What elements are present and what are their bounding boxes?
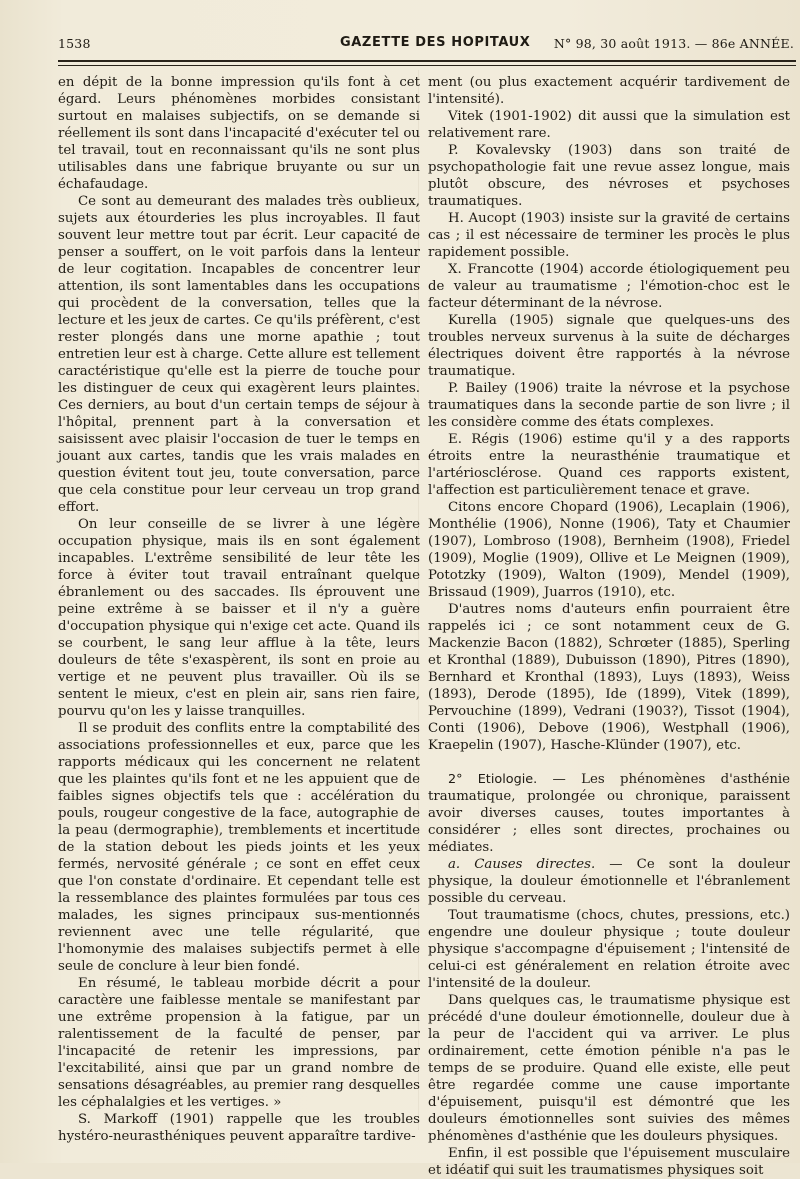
page-number: 1538 (58, 36, 91, 51)
page-header (58, 34, 794, 56)
paragraph: S. Markoff (1901) rappelle que les troubles hystéro-neurasthéniques peuvent apparaître tardive- (58, 1112, 420, 1144)
paragraph: Ce sont au demeurant des malades très oublieux, sujets aux étourderies les plus incroyables. Il faut souvent leur mettre tout par écrit. Leur capacité de penser a souffert, on le voit parfois dans la lenteur de leur cogitation. Incapables de concentrer leur attention, ils sont lamentables dans les occupations qui procèdent de la conversation, telles que la lecture et les jeux de cartes. Ce qu'ils préfèrent, c'est rester plongés dans une morne apathie ; tout entretien leur est à charge. Cette allure est tellement caractéristique qu'elle est la pierre de touche pour les distinguer de ceux qui exagèrent leurs plaintes. Ces derniers, au bout d'un certain temps de séjour à l'hôpital, prennent part à la conversation et saisissent avec plaisir l'occasion de tuer le temps en jouant aux cartes, tandis que les vrais malades en question évitent tout jeu, toute conversation, parce que cela constitue pour leur cerveau un trop grand effort. (58, 194, 420, 515)
paragraph: Il se produit des conflits entre la comptabilité des associations professionnelles et eux, parce que les rapports médicaux qui les concernent ne relatent que les plaintes qu'ils font et ne les appuient que de faibles signes objectifs tels que : accélération du pouls, rougeur congestive de la face, autographie de la peau (dermographie), tremblements et incertitude de la station debout les pieds joints et les yeux fermés, nervosité générale ; ce sont en effet ceux que l'on constate d'ordinaire. Et cependant telle est la ressemblance des plaintes formulées par tous ces malades, les signes principaux sus-mentionnés reviennent avec une telle régularité, que l'homonymie des malaises subjectifs permet à elle seule de conclure à leur bien fondé. (58, 721, 420, 974)
subsection-paragraph (428, 856, 790, 907)
paragraph: P. Bailey (1906) traite la névrose et la psychose traumatiques dans la seconde partie de son livre ; il les considère comme des états complexes. (428, 381, 790, 430)
paragraph: X. Francotte (1904) accorde étiologiquement peu de valeur au traumatisme ; l'émotion-choc est le facteur déterminant de la névrose. (428, 262, 790, 311)
subsection-label: a. Causes directes. (448, 857, 596, 872)
right-column (428, 74, 790, 1179)
paragraph: en dépit de la bonne impression qu'ils font à cet égard. Leurs phénomènes morbides consistant surtout en malaises subjectifs, on se demande si réellement ils sont dans l'incapacité d'exécuter tel ou tel travail, tout en reconnaissant qu'ils ne sont plus utilisables dans une fabrique bruyante ou sur un échafaudage. (58, 75, 420, 192)
paragraph: Kurella (1905) signale que quelques-uns des troubles nerveux survenus à la suite de décharges électriques doivent être rapportés à la névrose traumatique. (428, 313, 790, 379)
paragraph: On leur conseille de se livrer à une légère occupation physique, mais ils en sont également incapables. L'extrême sensibilité de leur tête les force à éviter tout travail entraînant quelque ébranlement ou des saccades. Ils éprouvent une peine extrême à se baisser et il n'y a guère d'occupation physique qui n'exige cet acte. Quand ils se courbent, le sang leur afflue à la tête, leurs douleurs de tête s'exaspèrent, ils sont en proie au vertige et ne peuvent plus travailler. Où ils se sentent le mieux, c'est en plein air, sans rien faire, pourvu qu'on les y laisse tranquilles. (58, 517, 420, 719)
paragraph: D'autres noms d'auteurs enfin pourraient être rappelés ici ; ce sont notamment ceux de G. Mackenzie Bacon (1882), Schrœter (1885), Sperling et Kronthal (1889), Dubuisson (1890), Pitres (1890), Bernhard et Kronthal (1893), Luys (1893), Weiss (1893), Derode (1895), Ide (1899), Vitek (1899), Pervouchine (1899), Vedrani (1903?), Tissot (1904), Conti (1906), Debove (1906), Westphall (1906), Kraepelin (1907), Hasche-Klünder (1907), etc. (428, 602, 790, 753)
paragraph: Tout traumatisme (chocs, chutes, pressions, etc.) engendre une douleur physique ; toute douleur physique s'accompagne d'épuisement ; l'intensité de celui-ci est généralement en relation étroite avec l'intensité de la douleur. (428, 908, 790, 991)
paragraph: Enfin, il est possible que l'épuisement musculaire et idéatif qui suit les traumatismes physiques soit (428, 1146, 790, 1178)
paragraph: Vitek (1901-1902) dit aussi que la simulation est relativement rare. (428, 109, 790, 141)
paragraph: P. Kovalevsky (1903) dans son traité de psychopathologie fait une revue assez longue, mais plutôt obscure, des névroses et psychoses traumatiques. (428, 143, 790, 209)
paragraph: En résumé, le tableau morbide décrit a pour caractère une faiblesse mentale se manifestant par une extrême propension à la fatigue, par un ralentissement de la faculté de penser, par l'incapacité de retenir les impressions, par l'excitabilité, ainsi que par un grand nombre de sensations désagréables, au premier rang desquelles les céphalalgies et les vertiges. » (58, 976, 420, 1110)
paragraph: Dans quelques cas, le traumatisme physique est précédé d'une douleur émotionnelle, douleur due à la peur de l'accident qui va arriver. Le plus ordinairement, cette émotion pénible n'a pas le temps de se produire. Quand elle existe, elle peut être regardée comme une cause importante d'épuisement, puisqu'il est démontré que les douleurs émotionnelles sont suivies des mêmes phénomènes d'asthénie que les douleurs physiques. (428, 993, 790, 1144)
journal-title: GAZETTE DES HOPITAUX (340, 35, 531, 50)
section-heading: 2° Etiologie. (448, 772, 538, 787)
paragraph: H. Aucopt (1903) insiste sur la gravité de certains cas ; il est nécessaire de terminer les procès le plus rapidement possible. (428, 211, 790, 260)
issue-info: N° 98, 30 août 1913. — 86e ANNÉE. (553, 36, 794, 51)
section-paragraph (428, 771, 790, 856)
header-rule-thin (58, 65, 796, 66)
section-text: — Les phénomènes d'asthénie traumatique, prolongée ou chronique, paraissent avoir diverses causes, toutes importantes à considérer ; elles sont directes, prochaines ou médiates. (428, 772, 790, 855)
paragraph: ment (ou plus exactement acquérir tardivement de l'intensité). (428, 75, 790, 107)
paragraph: E. Régis (1906) estime qu'il y a des rapports étroits entre la neurasthénie traumatique et l'artériosclérose. Quand ces rapports existent, l'affection est particulièrement tenace et grave. (428, 432, 790, 498)
paragraph: Citons encore Chopard (1906), Lecaplain (1906), Monthélie (1906), Nonne (1906), Taty et Chaumier (1907), Lombroso (1908), Bernheim (1908), Friedel (1909), Moglie (1909), Ollive et Le Meignen (1909), Pototzky (1909), Walton (1909), Mendel (1909), Brissaud (1909), Juarros (1910), etc. (428, 500, 790, 600)
subsection-text: — Ce sont la douleur physique, la douleur émotionnelle et l'ébranlement possible du cerveau. (428, 857, 790, 906)
header-rule-thick (58, 60, 796, 62)
left-column (58, 74, 420, 1145)
